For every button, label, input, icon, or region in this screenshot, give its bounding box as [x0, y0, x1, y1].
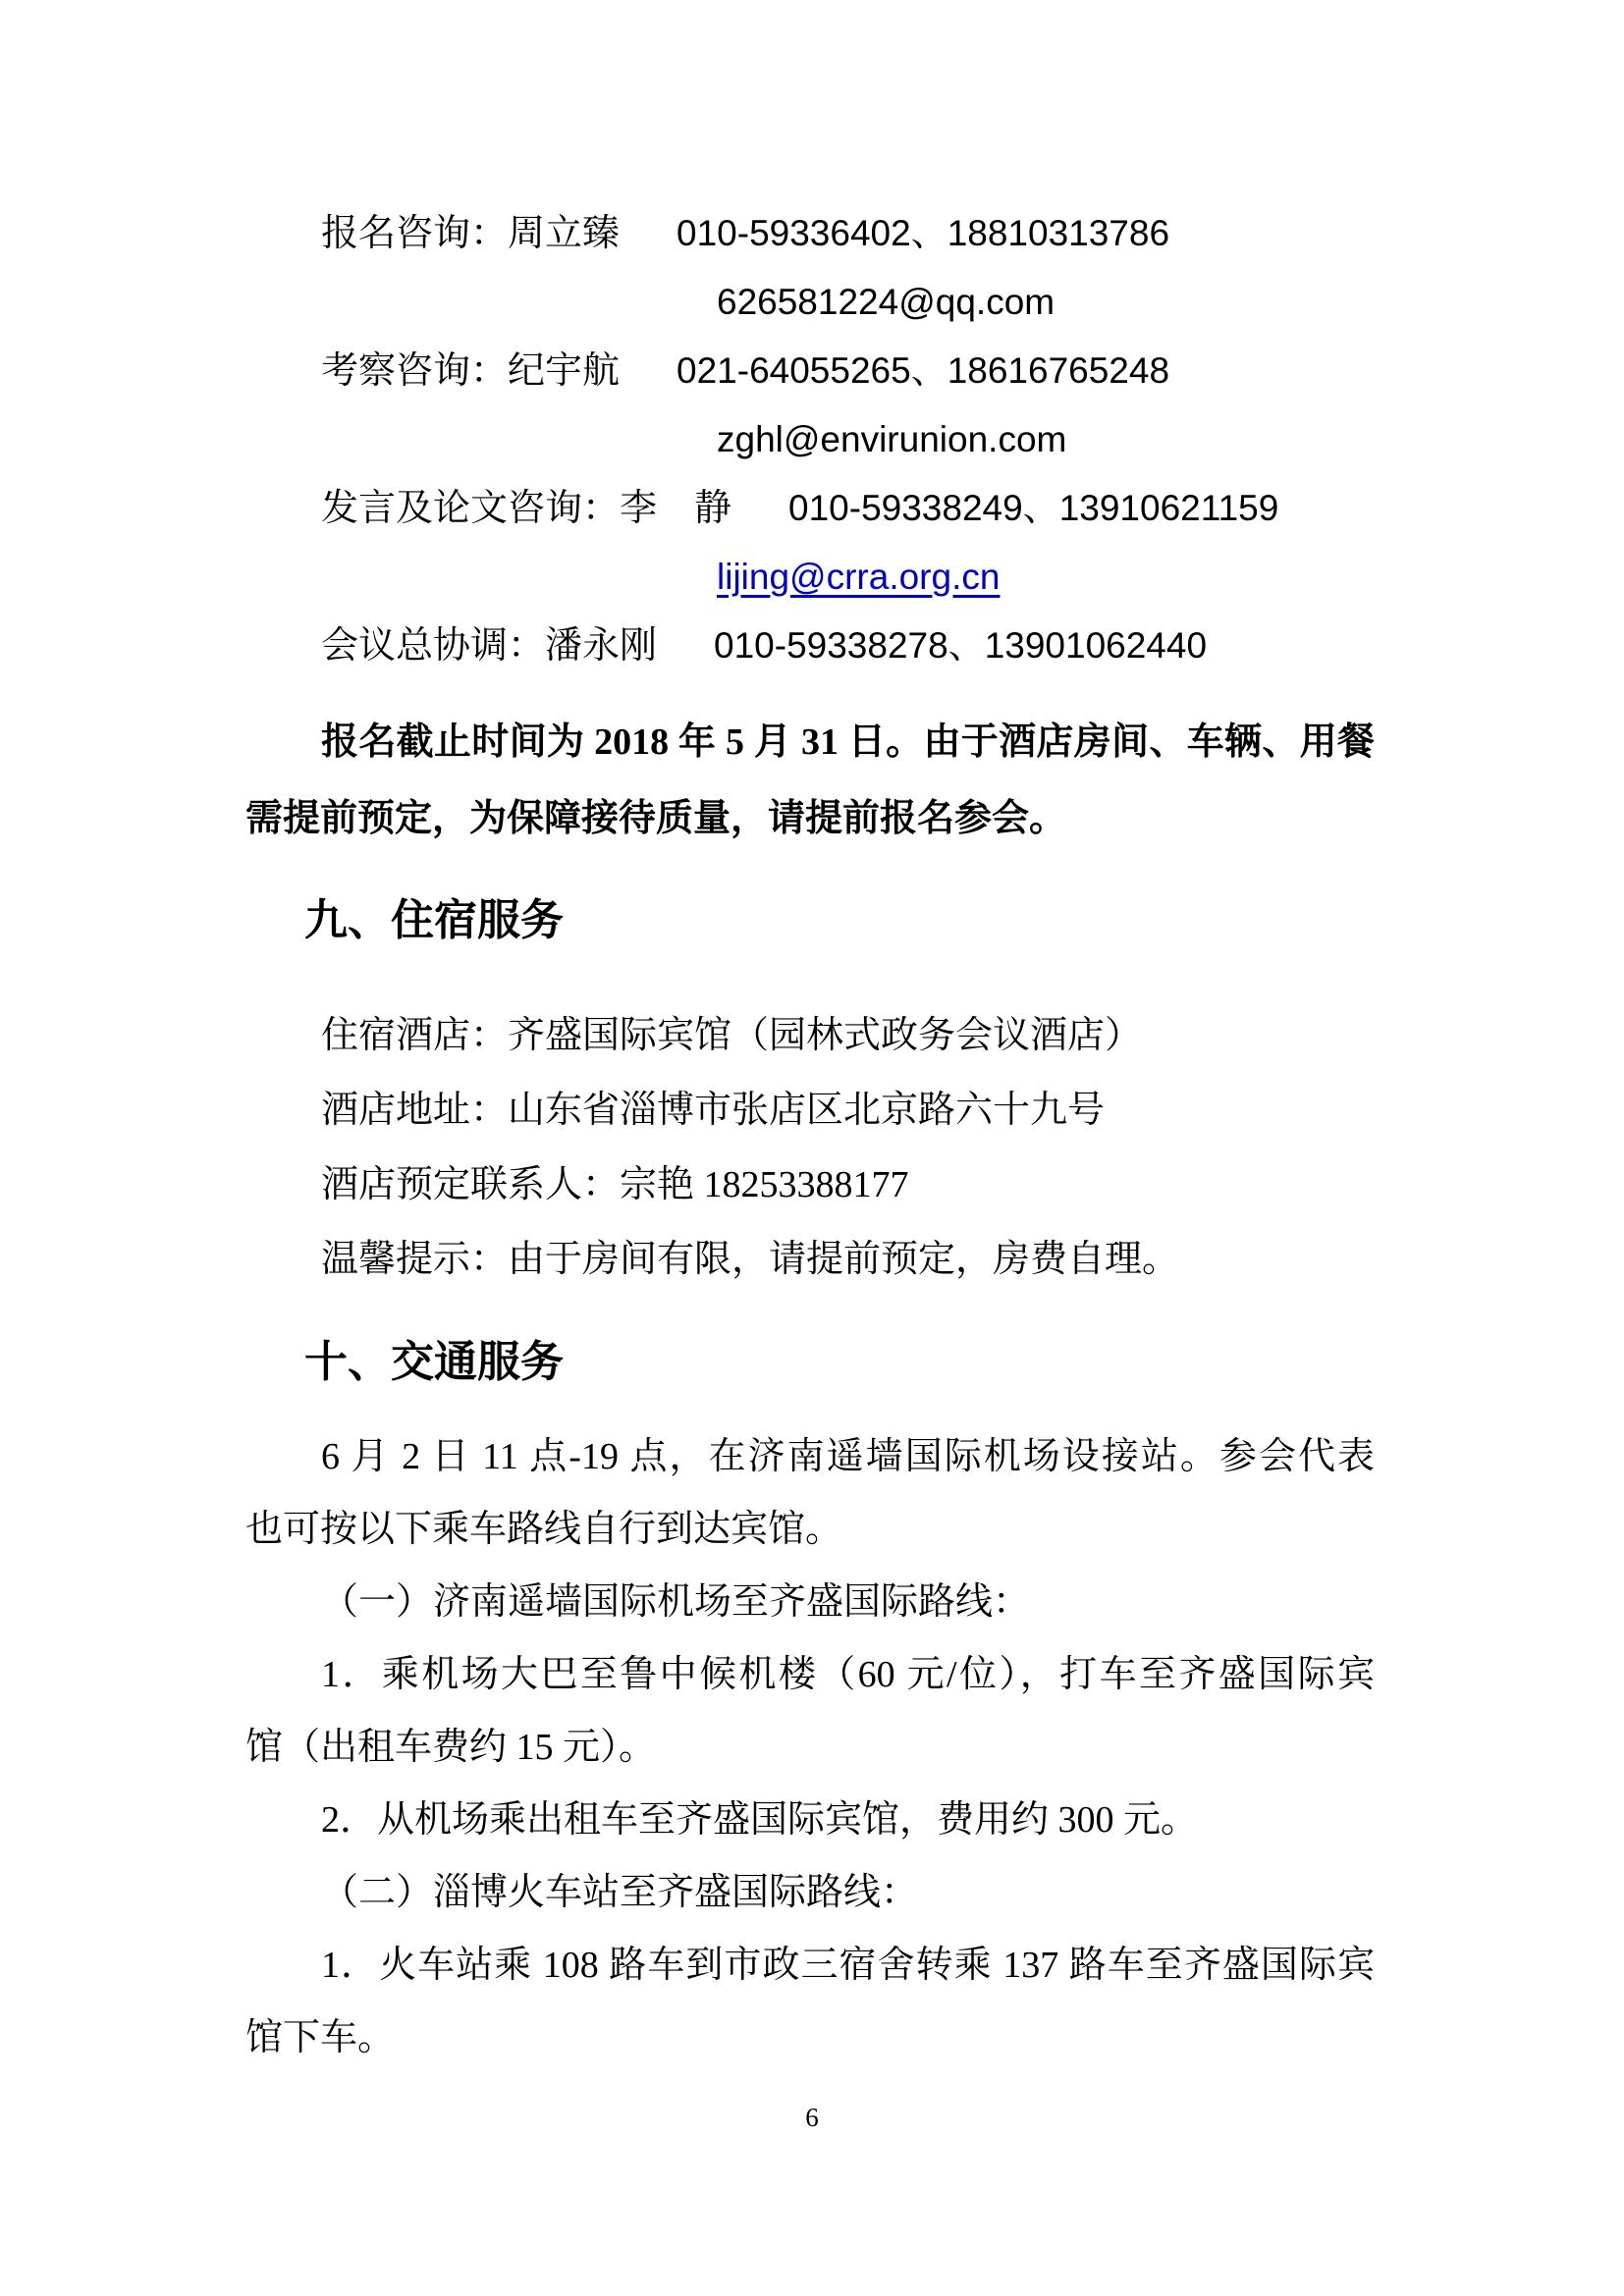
contact-email-row: [245, 405, 1375, 474]
email-link[interactable]: lijing@crra.org.cn: [717, 557, 1001, 597]
contact-row-inspection: [245, 337, 1375, 405]
contact-phones: 010-59338249、13910621159: [788, 488, 1279, 528]
contact-row-coordinator: [245, 612, 1375, 680]
contact-label: 报名咨询：周立臻: [321, 213, 621, 254]
route-item-line: 1．火车站乘 108 路车到市政三宿舍转乘 137 路车至齐盛国际宾: [321, 1945, 1375, 1986]
transport-intro-line: 6 月 2 日 11 点-19 点，在济南遥墙国际机场设接站。参会代表: [321, 1436, 1375, 1477]
contact-label: 发言及论文咨询：李 静: [321, 488, 732, 529]
contact-phones: 021-64055265、18616765248: [677, 350, 1170, 391]
route-group-heading: （一）济南遥墙国际机场至齐盛国际路线：: [321, 1581, 1031, 1623]
contact-row-speech-papers: [245, 474, 1375, 543]
page-number: 6: [805, 2103, 819, 2132]
contact-label: 会议总协调：潘永刚: [321, 625, 658, 667]
contact-list: [245, 199, 1375, 680]
hotel-address-line: 酒店地址：山东省淄博市张店区北京路六十九号: [321, 1090, 1106, 1131]
deadline-notice-line: 报名截止时间为 2018 年 5 月 31 日。由于酒店房间、车辆、用餐: [321, 721, 1375, 763]
route-item-line: 馆下车。: [245, 2017, 396, 2058]
contact-phones: 010-59338278、13901062440: [714, 625, 1208, 666]
transport-intro: [245, 1420, 1375, 1566]
section-title-transport: 十、交通服务: [304, 1338, 564, 1386]
hotel-reminder-line: 温馨提示：由于房间有限，请提前预定，房费自理。: [321, 1239, 1180, 1280]
contact-phones: 010-59336402、18810313786: [677, 213, 1170, 253]
hotel-name-line: 住宿酒店：齐盛国际宾馆（园林式政务会议酒店）: [321, 1015, 1143, 1056]
section-title-accommodation: 九、住宿服务: [304, 896, 564, 944]
transport-intro-line: 也可按以下乘车路线自行到达宾馆。: [245, 1509, 843, 1550]
route-item-line: 1．乘机场大巴至鲁中候机楼（60 元/位），打车至齐盛国际宾: [321, 1654, 1375, 1695]
route-group-railway: [245, 1856, 1375, 2074]
contact-email: 626581224@qq.com: [717, 282, 1056, 322]
contact-email: zghl@envirunion.com: [717, 419, 1067, 459]
route-item-line: 馆（出租车费约 15 元）。: [245, 1727, 657, 1768]
accommodation-info: [245, 998, 1375, 1297]
deadline-notice: [245, 704, 1375, 857]
route-item-line: 2．从机场乘出租车至齐盛国际宾馆，费用约 300 元。: [321, 1799, 1199, 1841]
contact-email-row: [245, 543, 1375, 612]
contact-email-row: [245, 268, 1375, 337]
contact-label: 考察咨询：纪宇航: [321, 350, 621, 392]
hotel-booking-contact-line: 酒店预定联系人：宗艳 18253388177: [321, 1164, 909, 1205]
deadline-notice-line: 需提前预定，为保障接待质量，请提前报名参会。: [245, 798, 1067, 839]
route-group-heading: （二）淄博火车站至齐盛国际路线：: [321, 1872, 919, 1913]
contact-row-registration: [245, 199, 1375, 268]
route-group-airport: [245, 1566, 1375, 1856]
